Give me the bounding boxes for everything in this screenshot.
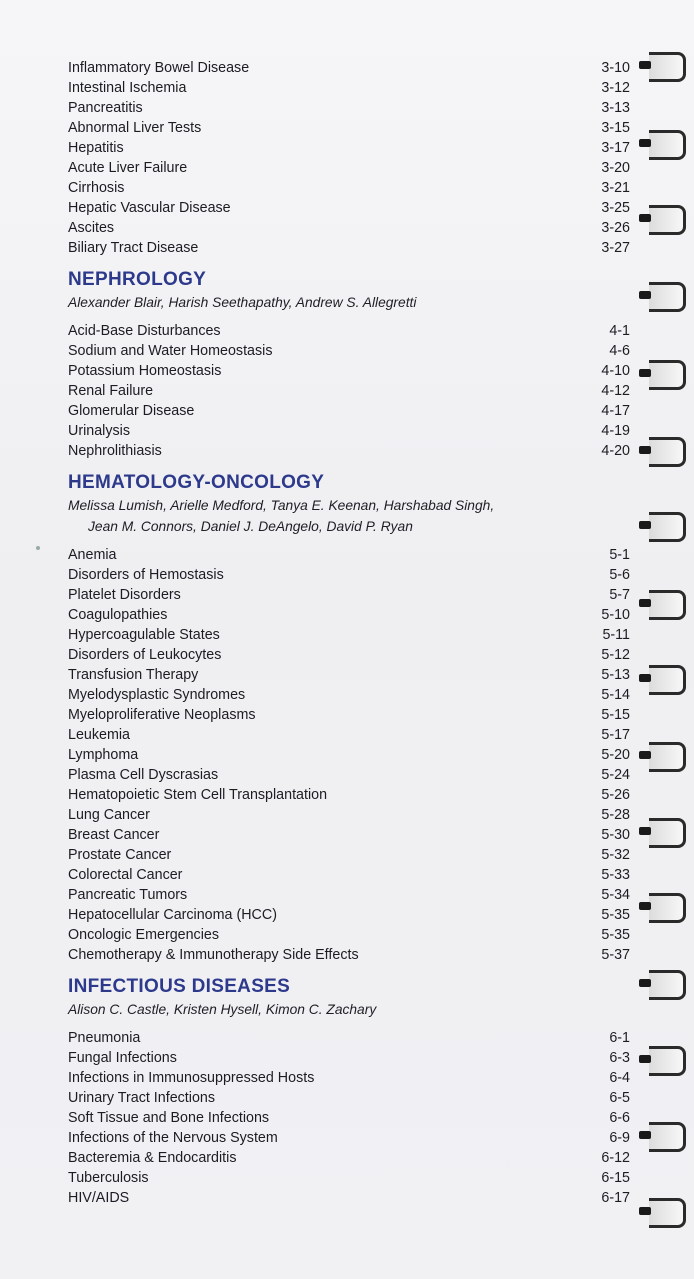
toc-entry[interactable] [68, 545, 630, 565]
entry-page: 6-9 [609, 1130, 630, 1146]
toc-entry[interactable] [68, 1128, 630, 1148]
toc-entry[interactable] [68, 198, 630, 218]
entry-page: 5-37 [601, 947, 630, 963]
toc-entry[interactable] [68, 905, 630, 925]
toc-entry[interactable] [68, 1068, 630, 1088]
binding-ring-icon [649, 205, 686, 235]
entry-page: 5-30 [601, 827, 630, 843]
entry-label: Lung Cancer [68, 807, 150, 823]
authors-line: Jean M. Connors, Daniel J. DeAngelo, David P. Ryan [88, 519, 413, 534]
entry-page: 4-12 [601, 383, 630, 399]
entry-page: 6-4 [609, 1070, 630, 1086]
entry-label: Fungal Infections [68, 1050, 177, 1066]
toc-section-gastro [68, 58, 630, 258]
binding-ring-icon [649, 1046, 686, 1076]
entry-label: Abnormal Liver Tests [68, 120, 202, 136]
entry-page: 3-15 [601, 120, 630, 136]
entry-label: Nephrolithiasis [68, 443, 162, 459]
entry-page: 5-13 [601, 667, 630, 683]
toc-entry[interactable] [68, 138, 630, 158]
binding-ring-icon [649, 590, 686, 620]
binding-ring-icon [649, 512, 686, 542]
entry-page: 4-20 [601, 443, 630, 459]
section-heading: INFECTIOUS DISEASES [68, 976, 291, 997]
table-of-contents [68, 58, 630, 1208]
entry-page: 4-6 [609, 343, 630, 359]
entry-label: Acid-Base Disturbances [68, 323, 221, 339]
authors-line: Melissa Lumish, Arielle Medford, Tanya E. Keenan, Harshabad Singh, [68, 498, 495, 513]
entry-label: HIV/AIDS [68, 1190, 130, 1206]
toc-entry[interactable] [68, 1188, 630, 1208]
entry-page: 6-17 [601, 1190, 630, 1206]
toc-entry[interactable] [68, 665, 630, 685]
entry-label: Coagulopathies [68, 607, 168, 623]
entry-label: Hematopoietic Stem Cell Transplantation [68, 787, 328, 803]
toc-entry[interactable] [68, 381, 630, 401]
entry-page: 5-24 [601, 767, 630, 783]
binding-ring-icon [649, 1122, 686, 1152]
binding-ring-icon [649, 360, 686, 390]
entry-label: Sodium and Water Homeostasis [68, 343, 273, 359]
toc-entry[interactable] [68, 178, 630, 198]
binding-ring-icon [649, 52, 686, 82]
entry-page: 5-32 [601, 847, 630, 863]
entry-label: Acute Liver Failure [68, 160, 188, 176]
entry-page: 5-20 [601, 747, 630, 763]
spiral-binding [634, 0, 694, 1279]
entry-page: 5-34 [601, 887, 630, 903]
entry-page: 5-11 [602, 627, 630, 643]
toc-entry[interactable] [68, 925, 630, 945]
binding-ring-icon [649, 130, 686, 160]
toc-entry[interactable] [68, 765, 630, 785]
toc-entry[interactable] [68, 825, 630, 845]
entry-page: 5-17 [601, 727, 630, 743]
toc-entry[interactable] [68, 98, 630, 118]
toc-entry[interactable] [68, 118, 630, 138]
toc-entry[interactable] [68, 421, 630, 441]
entry-label: Soft Tissue and Bone Infections [68, 1110, 270, 1126]
entry-page: 3-20 [601, 160, 630, 176]
toc-entry[interactable] [68, 321, 630, 341]
entry-page: 5-10 [601, 607, 630, 623]
entry-label: Urinalysis [68, 423, 130, 439]
toc-entry[interactable] [68, 725, 630, 745]
binding-ring-icon [649, 437, 686, 467]
entry-label: Pneumonia [68, 1030, 141, 1046]
toc-entry[interactable] [68, 685, 630, 705]
entry-label: Transfusion Therapy [68, 667, 199, 683]
toc-entry[interactable] [68, 745, 630, 765]
binding-ring-icon [649, 282, 686, 312]
entry-page: 5-15 [601, 707, 630, 723]
entry-label: Bacteremia & Endocarditis [68, 1150, 237, 1166]
entry-page: 3-13 [601, 100, 630, 116]
entry-label: Myeloproliferative Neoplasms [68, 707, 256, 723]
toc-entry[interactable] [68, 58, 630, 78]
entry-label: Pancreatitis [68, 100, 143, 116]
entry-label: Glomerular Disease [68, 403, 195, 419]
toc-entry[interactable] [68, 341, 630, 361]
binding-ring-icon [649, 742, 686, 772]
entry-page: 5-35 [601, 907, 630, 923]
toc-entry[interactable] [68, 805, 630, 825]
entry-page: 5-26 [601, 787, 630, 803]
entry-label: Pancreatic Tumors [68, 887, 188, 903]
entry-page: 6-6 [609, 1110, 630, 1126]
entry-label: Biliary Tract Disease [68, 240, 199, 256]
toc-entry[interactable] [68, 605, 630, 625]
section-authors: Alexander Blair, Harish Seethapathy, Andrew S. Allegretti [68, 295, 417, 310]
entry-label: Hepatitis [68, 140, 124, 156]
entry-page: 6-5 [609, 1090, 630, 1106]
toc-entry[interactable] [68, 845, 630, 865]
toc-entry[interactable] [68, 645, 630, 665]
entry-page: 5-7 [609, 587, 630, 603]
section-heading: HEMATOLOGY-ONCOLOGY [68, 472, 325, 493]
entry-label: Anemia [68, 547, 117, 563]
toc-entry[interactable] [68, 238, 630, 258]
entry-label: Breast Cancer [68, 827, 160, 843]
entry-label: Intestinal Ischemia [68, 80, 187, 96]
section-heading: NEPHROLOGY [68, 269, 207, 290]
section-authors: Alison C. Castle, Kristen Hysell, Kimon C. Zachary [68, 1002, 377, 1017]
binding-ring-icon [649, 970, 686, 1000]
entry-label: Leukemia [68, 727, 130, 743]
toc-section-infectious [68, 975, 630, 1208]
toc-entry[interactable] [68, 1148, 630, 1168]
toc-entry[interactable] [68, 441, 630, 461]
toc-entry[interactable] [68, 705, 630, 725]
entry-page: 3-10 [601, 60, 630, 76]
entry-page: 3-26 [601, 220, 630, 236]
binding-ring-icon [649, 665, 686, 695]
entry-label: Tuberculosis [68, 1170, 149, 1186]
toc-entry[interactable] [68, 1048, 630, 1068]
binding-ring-icon [649, 1198, 686, 1228]
toc-entry[interactable] [68, 785, 630, 805]
toc-entry[interactable] [68, 945, 630, 965]
entry-page: 5-33 [601, 867, 630, 883]
entry-label: Potassium Homeostasis [68, 363, 222, 379]
entry-label: Lymphoma [68, 747, 139, 763]
toc-entry[interactable] [68, 565, 630, 585]
entry-label: Chemotherapy & Immunotherapy Side Effects [68, 947, 359, 963]
entry-page: 3-21 [601, 180, 630, 196]
binding-ring-icon [649, 893, 686, 923]
entry-label: Renal Failure [68, 383, 154, 399]
entry-label: Urinary Tract Infections [68, 1090, 215, 1106]
entry-label: Prostate Cancer [68, 847, 172, 863]
toc-entry[interactable] [68, 361, 630, 381]
toc-entry[interactable] [68, 865, 630, 885]
toc-section-hematology [68, 471, 630, 965]
entry-page: 5-14 [601, 687, 630, 703]
toc-entry[interactable] [68, 218, 630, 238]
toc-entry[interactable] [68, 401, 630, 421]
entry-page: 4-1 [609, 323, 630, 339]
toc-entry[interactable] [68, 625, 630, 645]
toc-entry[interactable] [68, 1168, 630, 1188]
entry-page: 6-12 [601, 1150, 630, 1166]
entry-page: 3-27 [601, 240, 630, 256]
entry-label: Cirrhosis [68, 180, 125, 196]
section-authors [68, 495, 630, 537]
toc-entry[interactable] [68, 1108, 630, 1128]
binding-ring-icon [649, 818, 686, 848]
toc-entry[interactable] [68, 1088, 630, 1108]
toc-entry[interactable] [68, 1028, 630, 1048]
entry-label: Plasma Cell Dyscrasias [68, 767, 219, 783]
entry-label: Hepatic Vascular Disease [68, 200, 231, 216]
entry-label: Hepatocellular Carcinoma (HCC) [68, 907, 277, 923]
toc-entry[interactable] [68, 158, 630, 178]
toc-entry[interactable] [68, 78, 630, 98]
entry-page: 4-19 [601, 423, 630, 439]
entry-page: 5-35 [601, 927, 630, 943]
entry-page: 3-25 [601, 200, 630, 216]
entry-page: 3-12 [601, 80, 630, 96]
entry-page: 6-1 [609, 1030, 630, 1046]
entry-label: Disorders of Hemostasis [68, 567, 224, 583]
entry-label: Oncologic Emergencies [68, 927, 219, 943]
entry-page: 5-12 [601, 647, 630, 663]
entry-label: Infections of the Nervous System [68, 1130, 278, 1146]
entry-page: 5-6 [609, 567, 630, 583]
entry-page: 5-1 [609, 547, 630, 563]
entry-label: Disorders of Leukocytes [68, 647, 222, 663]
entry-label: Platelet Disorders [68, 587, 181, 603]
entry-label: Infections in Immunosuppressed Hosts [68, 1070, 315, 1086]
entry-label: Ascites [68, 220, 115, 236]
entry-label: Colorectal Cancer [68, 867, 183, 883]
entry-label: Hypercoagulable States [68, 627, 220, 643]
entry-page: 4-10 [601, 363, 630, 379]
entry-label: Inflammatory Bowel Disease [68, 60, 250, 76]
page-speck [36, 546, 40, 550]
entry-page: 4-17 [601, 403, 630, 419]
entry-page: 3-17 [601, 140, 630, 156]
toc-section-nephrology [68, 268, 630, 461]
toc-entry[interactable] [68, 885, 630, 905]
entry-page: 6-3 [609, 1050, 630, 1066]
entry-page: 6-15 [601, 1170, 630, 1186]
toc-entry[interactable] [68, 585, 630, 605]
entry-label: Myelodysplastic Syndromes [68, 687, 246, 703]
entry-page: 5-28 [601, 807, 630, 823]
